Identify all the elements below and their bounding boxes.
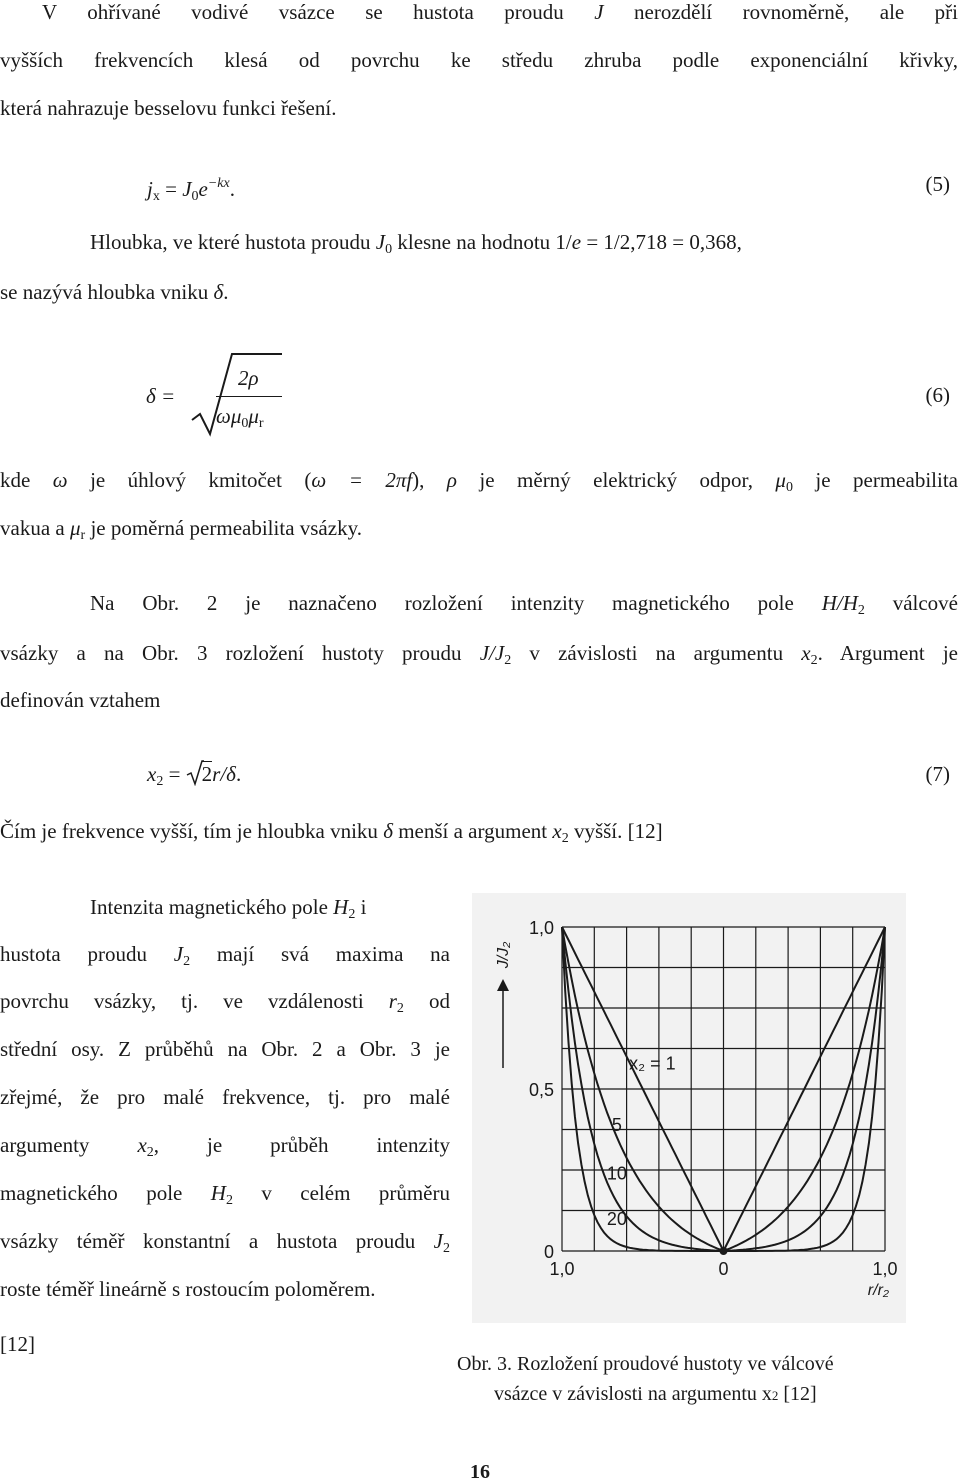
x-tick-label: 1,0 (549, 1259, 575, 1279)
equation-7-number: (7) (925, 762, 950, 786)
paragraph-1-line-3: která nahrazuje besselovu funkci řešení. (0, 96, 337, 120)
equation-6-lhs: δ = (146, 384, 176, 408)
y-axis-label: J/J₂ (495, 941, 512, 969)
paragraph-1-line-2: vyšších frekvencích klesá od povrchu ke středu zhruba podle exponenciální křivky, (0, 48, 958, 72)
side-paragraph-citation: [12] (0, 1332, 35, 1356)
page-number: 16 (470, 1461, 490, 1483)
chart (472, 893, 906, 1323)
origin-point (720, 1247, 728, 1255)
curve-label: 10 (606, 1163, 627, 1184)
curve-label: x₂ = 1 (629, 1053, 676, 1074)
side-paragraph-line-8: vsázky téměř konstantní a hustota proudu $J_2$ (0, 1229, 450, 1256)
side-paragraph-line-1: Intenzita magnetického pole $H_2$ i (90, 895, 367, 922)
figure-caption-line-1: Obr. 3. Rozložení proudové hustoty ve válcové (457, 1353, 834, 1375)
equation-5: $j_x = J_0e^{-kx}$. (147, 176, 235, 204)
x-axis-label: r/r₂ (867, 1282, 889, 1299)
paragraph-4-line-2: vsázky a na Obr. 3 rozložení hustoty proudu $J/J_2$ v závislosti na argumentu $x_2$. Argument je (0, 641, 958, 668)
side-paragraph-line-3: povrchu vsázky, tj. ve vzdálenosti $r_2$ od (0, 989, 450, 1016)
paragraph-3-line-1: kde ω je úhlový kmitočet (ω = 2πf), ρ je měrný elektrický odpor, $\mu_0$ je permeabilita (0, 468, 958, 495)
equation-5-number: (5) (925, 172, 950, 196)
curve-label: 5 (611, 1115, 622, 1136)
sqrt-icon (186, 760, 204, 786)
chart-grid (562, 927, 885, 1251)
side-paragraph-line-7: magnetického pole $H_2$ v celém průměru (0, 1181, 450, 1208)
side-paragraph-line-9: roste téměř lineárně s rostoucím poloměrem. (0, 1277, 376, 1301)
equation-6-numerator: 2ρ (238, 366, 259, 390)
equation-6-denominator: $\omega\mu_0\mu_r$ (216, 404, 264, 431)
x-tick-label: 0 (718, 1259, 729, 1279)
x-tick-label: 1,0 (872, 1259, 898, 1279)
paragraph-2-line-2: se nazývá hloubka vniku δ. (0, 280, 229, 304)
y-tick-label: 1,0 (528, 918, 554, 938)
paragraph-2-line-1: Hloubka, ve které hustota proudu $J_0$ klesne na hodnotu 1/e = 1/2,718 = 0,368, (90, 230, 742, 257)
equation-6 (146, 350, 306, 440)
paragraph-4-line-1: Na Obr. 2 je naznačeno rozložení intenzity magnetického pole $H/H_2$ válcové (90, 591, 959, 618)
fraction-bar (216, 396, 282, 397)
chart-labels (495, 918, 898, 1299)
y-tick-label: 0 (543, 1242, 554, 1262)
side-paragraph-line-2: hustota proudu $J_2$ mají svá maxima na (0, 942, 450, 969)
side-paragraph-line-4: střední osy. Z průběhů na Obr. 2 a Obr. 3 je (0, 1037, 450, 1061)
paragraph-1-line-1: V ohřívané vodivé vsázce se hustota proudu J nerozdělí rovnoměrně, ale při (42, 0, 959, 24)
equation-7: $x_2$ = 2r/δ. (147, 762, 242, 789)
y-tick-label: 0,5 (528, 1080, 554, 1100)
figure-caption-line-2: vsázce v závislosti na argumentu x2 [12] (494, 1383, 817, 1405)
paragraph-3-line-2: vakua a $\mu_r$ je poměrná permeabilita vsázky. (0, 516, 362, 543)
y-axis-arrow-head (497, 979, 509, 991)
equation-6-number: (6) (925, 383, 950, 407)
paragraph-4-line-3: definován vztahem (0, 688, 161, 712)
side-paragraph-line-5: zřejmé, že pro malé frekvence, tj. pro malé (0, 1085, 450, 1109)
side-paragraph-line-6: argumenty $x_2$, je průběh intenzity (0, 1133, 450, 1160)
curve-label: 20 (606, 1209, 627, 1230)
figure-current-density (472, 893, 906, 1323)
paragraph-5: Čím je frekvence vyšší, tím je hloubka vniku δ menší a argument $x_2$ vyšší. [12] (0, 819, 663, 846)
